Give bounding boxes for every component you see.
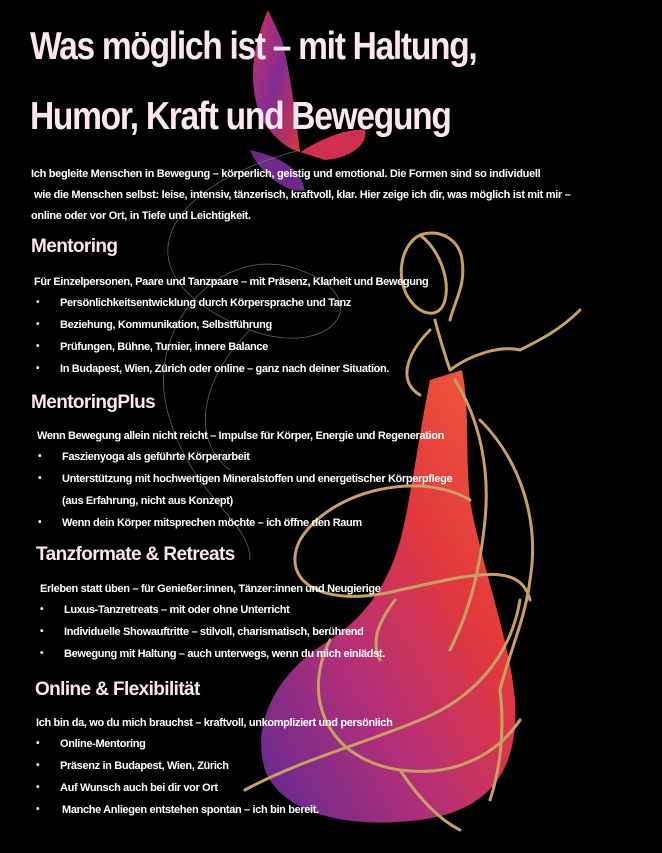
page-title-line-2: Humor, Kraft und Bewegung <box>30 95 451 138</box>
page-content: Was möglich ist – mit Haltung, Humor, Kraft und Bewegung Ich begleite Menschen in Bewegung – körperlich, geistig und emotional. Die Formen sind so individuell wie die Menschen selbst: leise, intensiv, tänzerisch, kraftvoll, klar. Hier zeige ich dir, was möglich ist mit mir – online oder vor Ort, in Tiefe und Leichtigkeit. Mentoring Für Einzelpersonen, Paare und Tanzpaare – mit Präsenz, Klarheit und Bewegung • Persönlichkeitsentwicklung durch Körpersprache und Tanz • Beziehung, Kommunikation, Selbstführung • Prüfungen, Bühne, Turnier, innere Balance • In Budapest, Wien, Zürich oder online – ganz nach deiner Situation. MentoringPlus Wenn Bewegung allein nicht reicht – Impulse für Körper, Energie und Regeneration • Faszienyoga als geführte Körperarbeit • Unterstützung mit hochwertigen Mineralstoffen und energetischer Körperpflege (aus Erfahrung, nicht aus Konzept) • Wenn dein Körper mitsprechen möchte – ich öffne den Raum Tanzformate & Retreats Erleben statt üben – für Genießer:innen, Tänzer:innen und Neugierige • Luxus-Tanzretreats – mit oder ohne Unterricht • Individuelle Showauftritte – stilvoll, charismatisch, berührend • Bewegung mit Haltung – auch unterwegs, wenn du mich einlädst. Online & Flexibilität Ich bin da, wo du mich brauchst – kraftvoll, unkompliziert und persönlich • Online-Mentoring • Präsenz in Budapest, Wien, Zürich • Auf Wunsch auch bei dir vor Ort • Manche Anliegen entstehen spontan – ich bin bereit. <box>0 0 662 853</box>
section-heading-tanzformate: Tanzformate & Retreats <box>36 544 235 565</box>
intro-line: Ich begleite Menschen in Bewegung – körperlich, geistig und emotional. Die Formen sind so individuell <box>31 168 541 180</box>
section-lead: Für Einzelpersonen, Paare und Tanzpaare – mit Präsenz, Klarheit und Bewegung <box>34 276 429 288</box>
section-lead: Ich bin da, wo du mich brauchst – kraftvoll, unkompliziert und persönlich <box>36 717 393 729</box>
section-lead: Wenn Bewegung allein nicht reicht – Impulse für Körper, Energie und Regeneration <box>37 430 444 442</box>
section-heading-mentoringplus: MentoringPlus <box>31 392 156 413</box>
section-heading-online: Online & Flexibilität <box>35 679 200 700</box>
intro-paragraph <box>31 164 641 227</box>
page-title-line-1: Was möglich ist – mit Haltung, <box>30 25 477 68</box>
section-lead: Erleben statt üben – für Genießer:innen, Tänzer:innen und Neugierige <box>40 583 381 595</box>
section-heading-mentoring: Mentoring <box>31 236 118 257</box>
intro-line: wie die Menschen selbst: leise, intensiv, tänzerisch, kraftvoll, klar. Hier zeige ich dir, was möglich ist mit mir – <box>34 189 571 201</box>
intro-line: online oder vor Ort, in Tiefe und Leichtigkeit. <box>31 210 251 222</box>
